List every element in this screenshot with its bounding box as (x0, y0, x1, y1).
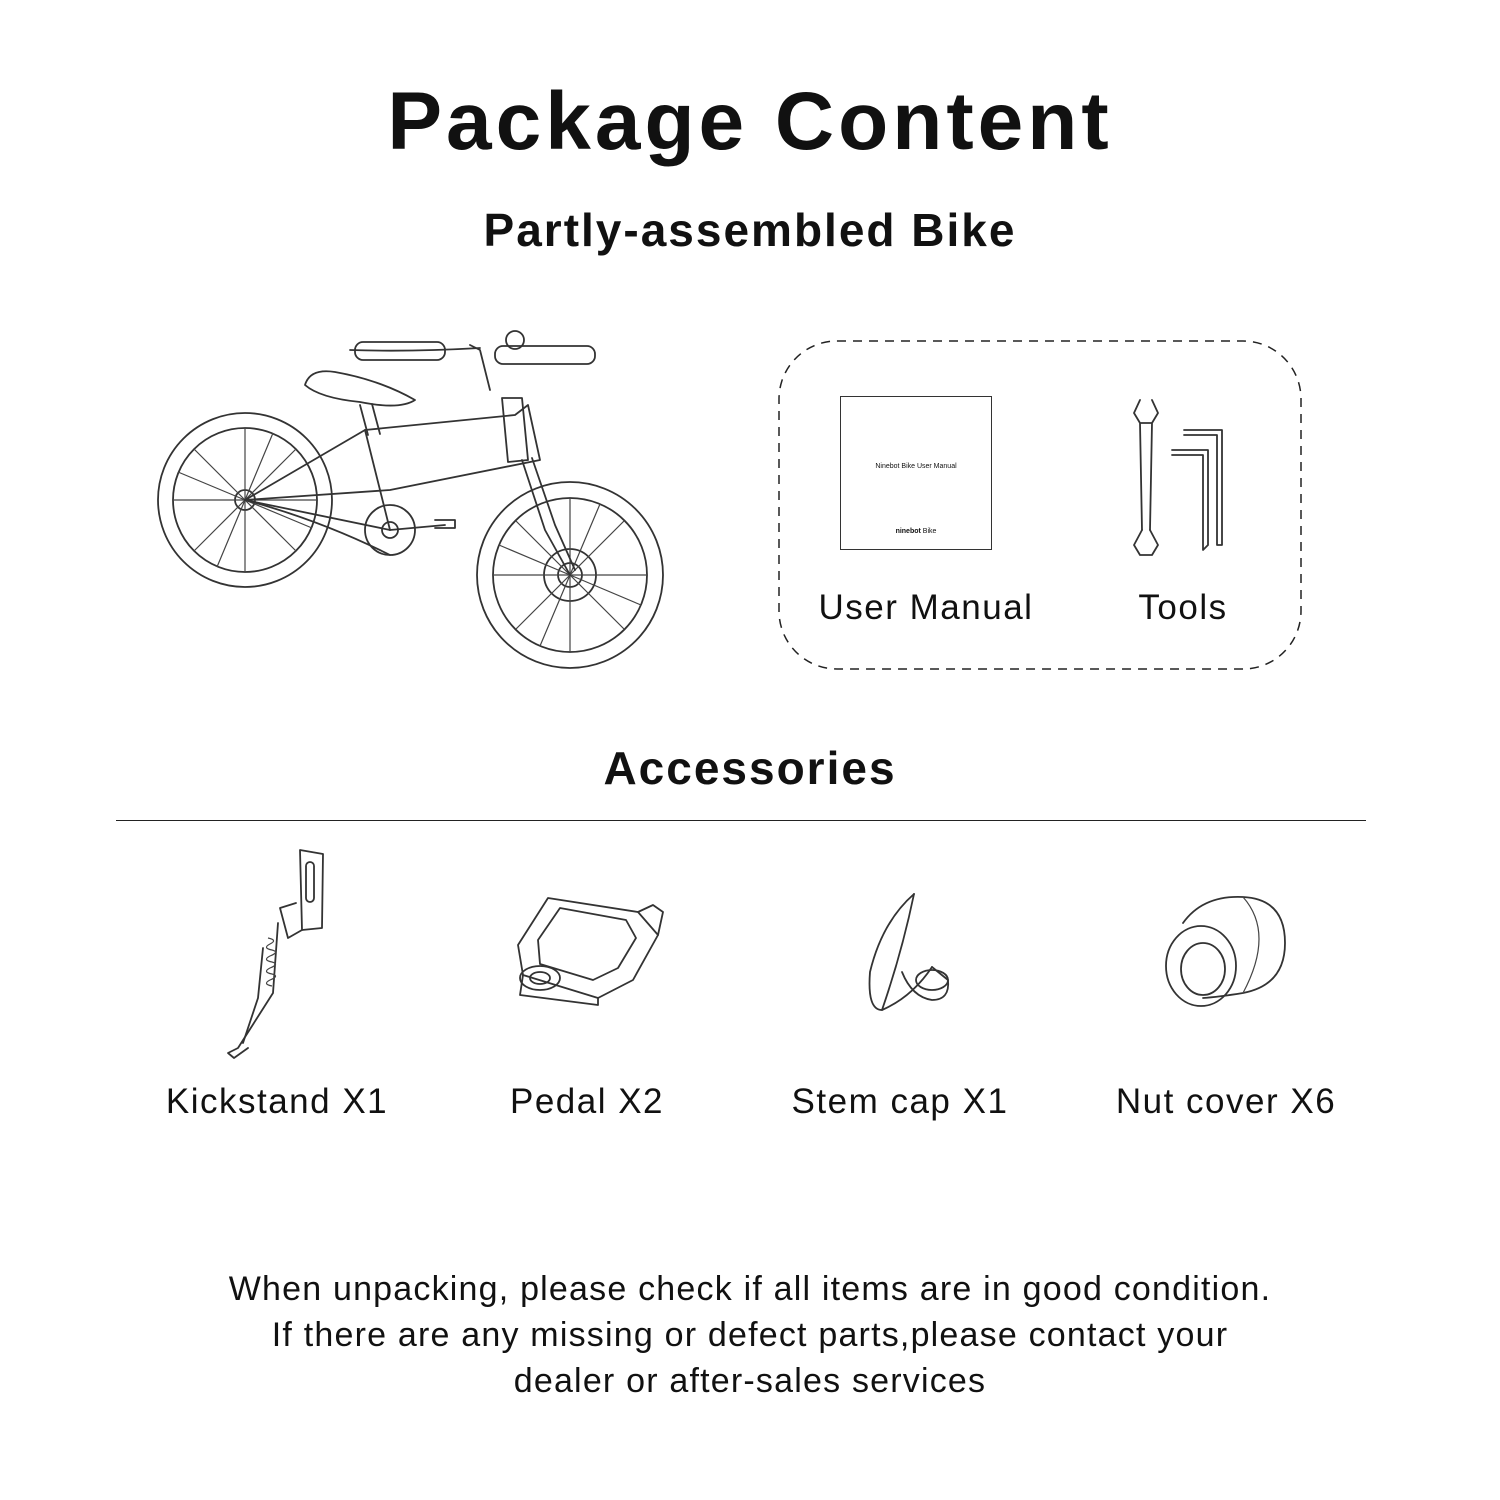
nut-cover-icon (1163, 893, 1288, 1013)
unpacking-note-line-1: When unpacking, please check if all items are in good condition. (228, 1270, 1272, 1308)
manual-brand: ninebot (895, 528, 921, 535)
kickstand-icon (218, 848, 338, 1063)
pedal-label: Pedal X2 (509, 1082, 665, 1121)
user-manual-booklet (840, 396, 992, 550)
divider (116, 820, 1366, 821)
user-manual-label: User Manual (818, 588, 1034, 627)
nut-cover-label: Nut cover X6 (1115, 1082, 1337, 1121)
unpacking-note-line-2: If there are any missing or defect parts,please contact your (271, 1316, 1229, 1354)
stem-cap-label: Stem cap X1 (791, 1082, 1009, 1121)
stem-cap-icon (862, 892, 957, 1017)
unpacking-note-line-3: dealer or after-sales services (513, 1362, 987, 1400)
kickstand-label: Kickstand X1 (165, 1082, 389, 1121)
manual-cover-title: Ninebot Bike User Manual (875, 463, 957, 470)
tools-icon (1120, 395, 1240, 565)
pedal-icon (508, 890, 668, 1005)
page-subtitle: Partly-assembled Bike (483, 204, 1017, 256)
page-title: Package Content (387, 76, 1113, 167)
tools-label: Tools (1138, 588, 1228, 627)
manual-brand-suffix: Bike (922, 528, 937, 535)
bike-icon (150, 330, 680, 680)
unpacking-note (0, 1266, 1500, 1404)
accessories-heading: Accessories (603, 742, 897, 794)
manual-cover-brand (841, 528, 991, 535)
